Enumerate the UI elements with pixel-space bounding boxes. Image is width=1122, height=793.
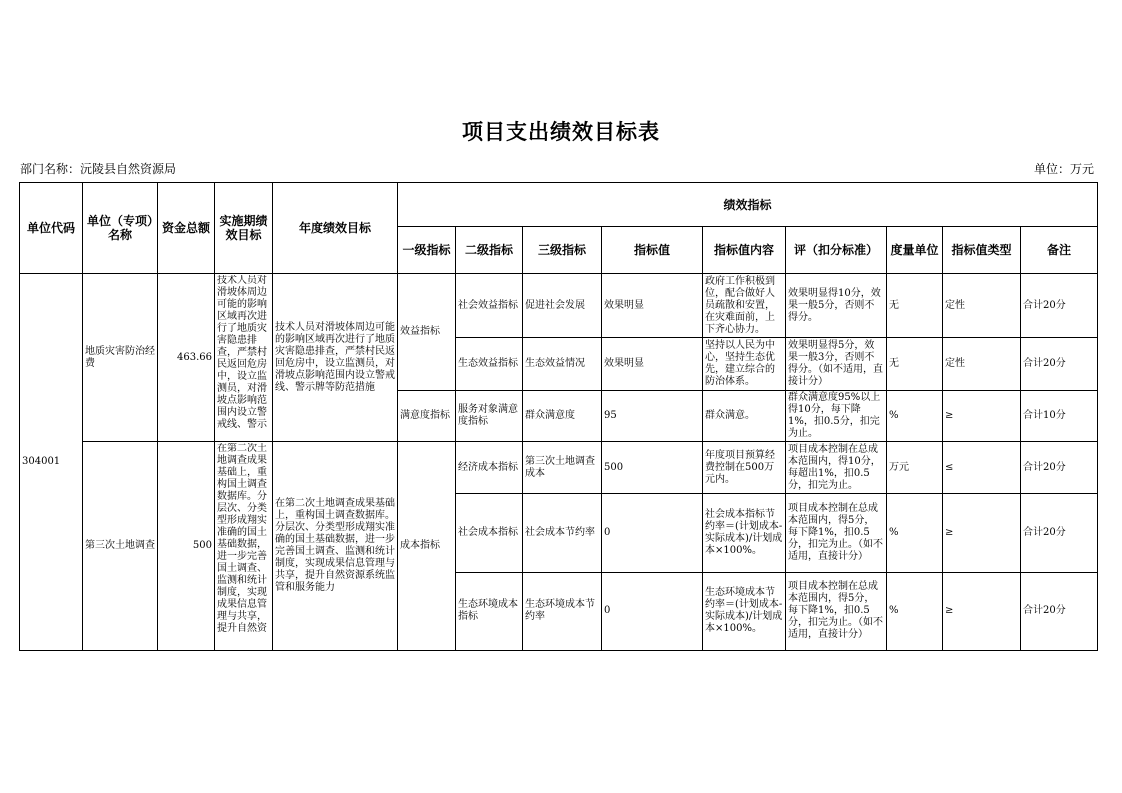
level2-cell: 社会效益指标 (456, 274, 523, 338)
value-type-cell: ≥ (943, 494, 1021, 572)
measure-unit-cell: 万元 (887, 442, 943, 494)
period-goal-cell (215, 442, 273, 651)
value-type-cell: ≤ (943, 442, 1021, 494)
value-type-cell: ≥ (943, 572, 1021, 650)
header-unit-project-name: 单位（专项）名称 (83, 183, 158, 274)
table-row (20, 442, 1098, 494)
indicator-value-cell: 效果明显 (602, 274, 703, 338)
indicator-content-cell: 生态环境成本节约率＝(计划成本-实际成本)/计划成本×100%。 (703, 572, 786, 650)
level3-cell: 群众满意度 (523, 390, 602, 442)
period-goal-text: 在第二次土地调查成果基础上，重构国土调查数据库。分层次、分类型形成翔实准确的国土基础数据，进一步完善国土调查、监测和统计制度，实现成果信息管理与共享，提升自然资 (217, 442, 267, 634)
value-type-cell: 定性 (943, 274, 1021, 338)
level1-cell: 效益指标 (398, 274, 456, 390)
annual-goal-cell: 在第二次土地调查成果基础上，重构国土调查数据库。分层次、分类型形成翔实准确的国土基础数据，进一步完善国土调查、监测和统计制度，实现成果信息管理与共享，提升自然资源系统监管和服务能力 (273, 442, 398, 651)
level2-cell: 社会成本指标 (456, 494, 523, 572)
header-level3: 三级指标 (523, 227, 602, 274)
department-label: 部门名称：沅陵县自然资源局 (20, 162, 177, 176)
period-goal-cell (215, 274, 273, 442)
value-type-cell: 定性 (943, 338, 1021, 391)
table-row (20, 274, 1098, 338)
unit-label: 单位：万元 (1033, 162, 1094, 176)
header-performance-indicators: 绩效指标 (398, 183, 1098, 227)
scoring-cell: 项目成本控制在总成本范围内，得10分，每超出1%，扣0.5分，扣完为止。 (786, 442, 887, 494)
level1-cell: 成本指标 (398, 442, 456, 651)
indicator-value-cell: 0 (602, 572, 703, 650)
indicator-value-cell: 0 (602, 494, 703, 572)
level1-cell: 满意度指标 (398, 390, 456, 442)
header-indicator-value: 指标值 (602, 227, 703, 274)
measure-unit-cell: 无 (887, 274, 943, 338)
level3-cell: 促进社会发展 (523, 274, 602, 338)
level3-cell: 生态效益情况 (523, 338, 602, 391)
remark-cell: 合计20分 (1021, 338, 1098, 391)
header-value-type: 指标值类型 (943, 227, 1021, 274)
indicator-content-cell: 社会成本指标节约率＝(计划成本-实际成本)/计划成本×100%。 (703, 494, 786, 572)
project-name-cell: 地质灾害防治经费 (83, 274, 158, 442)
indicator-content-cell: 群众满意。 (703, 390, 786, 442)
header-unit-code: 单位代码 (20, 183, 83, 274)
value-type-cell: ≥ (943, 390, 1021, 442)
measure-unit-cell: % (887, 494, 943, 572)
scoring-cell: 效果明显得10分，效果一般5分，否则不得分。 (786, 274, 887, 338)
header-level1: 一级指标 (398, 227, 456, 274)
remark-cell: 合计20分 (1021, 442, 1098, 494)
indicator-value-cell: 500 (602, 442, 703, 494)
project-name-cell: 第三次土地调查 (83, 442, 158, 651)
level2-cell: 经济成本指标 (456, 442, 523, 494)
period-goal-text: 技术人员对滑坡体周边可能的影响区域再次进行了地质灾害隐患排查，严禁村民返回危房中，设立监测员，对滑坡点影响范围内设立警戒线、警示 (217, 274, 267, 430)
measure-unit-cell: 无 (887, 338, 943, 391)
measure-unit-cell: % (887, 390, 943, 442)
performance-table (19, 182, 1098, 651)
remark-cell: 合计20分 (1021, 572, 1098, 650)
indicator-value-cell: 95 (602, 390, 703, 442)
level3-cell: 生态环境成本节约率 (523, 572, 602, 650)
page-title: 项目支出绩效目标表 (462, 119, 660, 144)
level2-cell: 生态环境成本指标 (456, 572, 523, 650)
remark-cell: 合计10分 (1021, 390, 1098, 442)
indicator-content-cell: 坚持以人民为中心，坚持生态优先，建立综合的防治体系。 (703, 338, 786, 391)
funds-cell: 500 (158, 442, 215, 651)
remark-cell: 合计20分 (1021, 494, 1098, 572)
level3-cell: 第三次土地调查成本 (523, 442, 602, 494)
indicator-content-cell: 年度项目预算经费控制在500万元内。 (703, 442, 786, 494)
header-total-funds: 资金总额 (158, 183, 215, 274)
scoring-cell: 群众满意度95%以上得10分，每下降1%，扣0.5分，扣完为止。 (786, 390, 887, 442)
scoring-cell: 效果明显得5分，效果一般3分，否则不得分。（如不适用，直接计分） (786, 338, 887, 391)
level2-cell: 服务对象满意度指标 (456, 390, 523, 442)
level2-cell: 生态效益指标 (456, 338, 523, 391)
remark-cell: 合计20分 (1021, 274, 1098, 338)
annual-goal-cell: 技术人员对滑坡体周边可能的影响区域再次进行了地质灾害隐患排查，严禁村民返回危房中，设立监测员，对滑坡点影响范围内设立警戒线、警示牌等防范措施 (273, 274, 398, 442)
header-measure-unit: 度量单位 (887, 227, 943, 274)
unit-code-cell: 304001 (20, 274, 83, 651)
indicator-value-cell: 效果明显 (602, 338, 703, 391)
header-annual-goal: 年度绩效目标 (273, 183, 398, 274)
header-period-goal: 实施期绩效目标 (215, 183, 273, 274)
scoring-cell: 项目成本控制在总成本范围内，得5分，每下降1%，扣0.5分，扣完为止。（如不适用，直接计分） (786, 494, 887, 572)
header-scoring: 评（扣分标准） (786, 227, 887, 274)
indicator-content-cell: 政府工作积极到位，配合做好人员疏散和安置，在灾难面前，上下齐心协力。 (703, 274, 786, 338)
scoring-cell: 项目成本控制在总成本范围内，得5分，每下降1%，扣0.5分，扣完为止。（如不适用，直接计分） (786, 572, 887, 650)
header-remarks: 备注 (1021, 227, 1098, 274)
measure-unit-cell: % (887, 572, 943, 650)
level3-cell: 社会成本节约率 (523, 494, 602, 572)
funds-cell: 463.66 (158, 274, 215, 442)
header-indicator-content: 指标值内容 (703, 227, 786, 274)
header-level2: 二级指标 (456, 227, 523, 274)
